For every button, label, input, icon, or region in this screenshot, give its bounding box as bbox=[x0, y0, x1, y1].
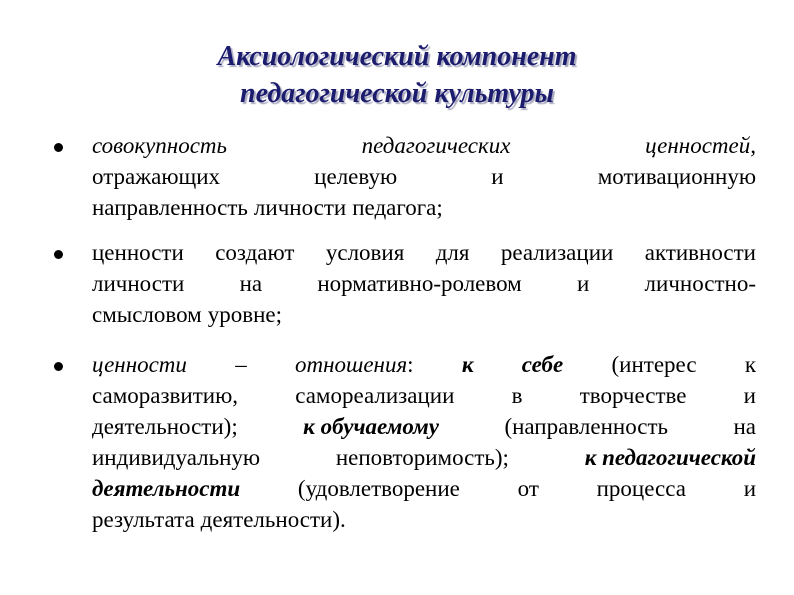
text-word: активности bbox=[644, 240, 756, 265]
text-word: и bbox=[743, 383, 756, 408]
text-phrase: к обучаемому bbox=[303, 414, 439, 439]
text-word: на bbox=[733, 414, 756, 439]
text-word: процесса bbox=[596, 476, 686, 501]
text-word: деятельности bbox=[92, 476, 241, 501]
text-word: нормативно-ролевом bbox=[317, 271, 522, 296]
bullet-3-line-4 bbox=[92, 443, 756, 474]
bullet-3-line-5 bbox=[92, 474, 756, 505]
text-word: создают bbox=[215, 240, 295, 265]
text-word: от bbox=[517, 476, 539, 501]
text-word: саморазвитию, bbox=[92, 383, 239, 408]
title-line-2: педагогической культуры bbox=[240, 78, 554, 109]
text-word: отношения bbox=[294, 352, 408, 377]
text-phrase: к педагогической bbox=[584, 445, 756, 470]
text-word: (интерес bbox=[611, 352, 697, 377]
text-word: совокупность bbox=[92, 133, 227, 158]
text-word: смысловом bbox=[92, 302, 202, 327]
text-word: индивидуальную bbox=[92, 445, 261, 470]
text-word: на bbox=[239, 271, 263, 296]
bullet-2-line-1 bbox=[92, 238, 756, 269]
bullet-2-line-2 bbox=[92, 269, 756, 300]
text-word: творчестве bbox=[579, 383, 687, 408]
bullet-item-value-relations bbox=[92, 350, 756, 536]
text-word: направленность bbox=[92, 195, 248, 220]
bullet-item-values-conditions bbox=[92, 238, 756, 331]
text-word: условия bbox=[325, 240, 405, 265]
text-word: и bbox=[491, 164, 504, 189]
text-word: целевую bbox=[314, 164, 398, 189]
text-word: деятельности). bbox=[200, 507, 346, 532]
text-word: к bbox=[744, 352, 756, 377]
text-word: (направленность bbox=[504, 414, 669, 439]
bullet-dot-icon bbox=[54, 143, 63, 152]
text-word: уровне; bbox=[207, 302, 283, 327]
text-word: – bbox=[235, 352, 247, 377]
text-word: и bbox=[743, 476, 756, 501]
text-word: ценности bbox=[92, 352, 187, 377]
bullet-3-line-3 bbox=[92, 412, 756, 443]
text-word: мотивационную bbox=[597, 164, 756, 189]
text-word: неповторимость); bbox=[335, 445, 509, 470]
text-word: деятельности); bbox=[92, 414, 238, 439]
bullet-dot-icon bbox=[54, 362, 63, 371]
bullet-3-line-2 bbox=[92, 381, 756, 412]
text-word: себе bbox=[521, 352, 564, 377]
text-word: личностно- bbox=[644, 271, 756, 296]
text-word: ценностей, bbox=[645, 133, 756, 158]
text-word: ценности bbox=[92, 240, 184, 265]
text-word: в bbox=[511, 383, 523, 408]
text-word: самореализации bbox=[295, 383, 455, 408]
text-word: результата bbox=[92, 507, 195, 532]
bullet-1-line-1 bbox=[92, 131, 756, 162]
text-word: реализации bbox=[500, 240, 614, 265]
bullet-3-line-6 bbox=[92, 505, 756, 536]
title-line-1: Аксиологический компонент bbox=[217, 41, 577, 72]
bullet-1-line-3 bbox=[92, 193, 756, 224]
bullet-2-line-3 bbox=[92, 300, 756, 331]
text-word: и bbox=[576, 271, 590, 296]
text-word: педагога; bbox=[352, 195, 443, 220]
bullet-1-line-2 bbox=[92, 162, 756, 193]
text-word: к bbox=[461, 352, 474, 377]
bullet-dot-icon bbox=[54, 250, 63, 259]
text-word: (удовлетворение bbox=[297, 476, 460, 501]
text-word: для bbox=[435, 240, 470, 265]
text-word: личности bbox=[253, 195, 347, 220]
text-word: отражающих bbox=[92, 164, 221, 189]
text-word: личности bbox=[92, 271, 185, 296]
text-word: педагогических bbox=[361, 133, 511, 158]
bullet-3-line-1 bbox=[92, 350, 756, 381]
text-colon: : bbox=[407, 352, 414, 377]
bullet-item-values-aggregate bbox=[92, 131, 756, 224]
